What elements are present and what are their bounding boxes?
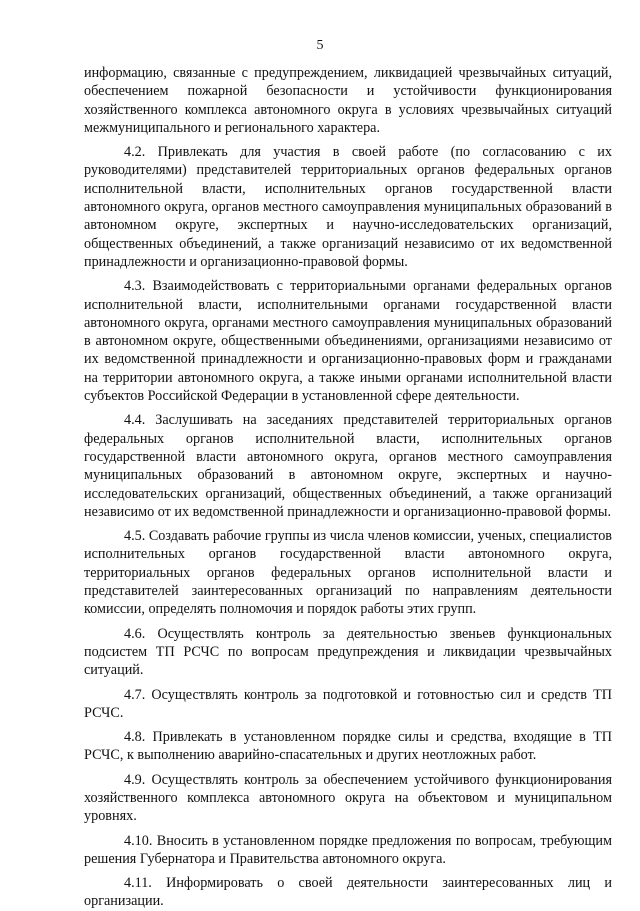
paragraph-4-7: 4.7. Осуществлять контроль за подготовкой и готовностью сил и средств ТП РСЧС.: [84, 686, 612, 721]
page-number: 5: [316, 38, 324, 53]
paragraph-4-11: 4.11. Информировать о своей деятельности заинтересованных лиц и организации.: [84, 875, 612, 910]
paragraph-4-3: 4.3. Взаимодействовать с территориальными органами федеральных органов исполнительной власти, исполнительными органами государственной власти автономного округа, органами местного самоуправления муниципальных образований в автономном округе, общественными объединениями, организациями независимо от их ведомственной принадлежности и организационно-правовых форм и гражданами на территории автономного округа, а также иными органами исполнительной власти субъектов Российской Федерации в установленной сфере деятельности.: [84, 278, 612, 405]
paragraph-4-6: 4.6. Осуществлять контроль за деятельностью звеньев функциональных подсистем ТП РСЧС по вопросам предупреждения и ликвидации чрезвычайных ситуаций.: [84, 625, 612, 679]
paragraph-4-5: 4.5. Создавать рабочие группы из числа членов комиссии, ученых, специалистов исполнительных органов государственной власти автономного округа, территориальных органов федеральных органов исполнительной власти и представителей заинтересованных организаций по направлениям деятельности комиссии, определять полномочия и порядок работы этих групп.: [84, 528, 612, 618]
paragraph-4-9: 4.9. Осуществлять контроль за обеспечением устойчивого функционирования хозяйственного комплекса автономного округа на объектовом и муниципальном уровнях.: [84, 771, 612, 825]
paragraph-4-8: 4.8. Привлекать в установленном порядке силы и средства, входящие в ТП РСЧС, к выполнению аварийно-спасательных и других неотложных работ.: [84, 729, 612, 764]
paragraph-4-10: 4.10. Вносить в установленном порядке предложения по вопросам, требующим решения Губернатора и Правительства автономного округа.: [84, 832, 612, 867]
paragraph-4-4: 4.4. Заслушивать на заседаниях представителей территориальных органов федеральных органов исполнительной власти, исполнительных органов государственной власти автономного округа, органов местного самоуправления муниципальных образований в автономном округе, экспертных и научно-исследовательских организаций, общественных объединений, а также организаций независимо от их ведомственной принадлежности и организационно-правовой формы.: [84, 412, 612, 520]
paragraph-continuation: информацию, связанные с предупреждением, ликвидацией чрезвычайных ситуаций, обеспечением пожарной безопасности и устойчивости функционирования хозяйственного комплекса автономного округа в условиях чрезвычайных ситуаций межмуниципального и регионального характера.: [84, 65, 612, 136]
paragraph-4-2: 4.2. Привлекать для участия в своей работе (по согласованию с их руководителями) представителей территориальных органов федеральных органов исполнительной власти, исполнительных органов государственной власти автономного округа, органов местного самоуправления муниципальных образований в автономном округе, экспертных и научно-исследовательских организаций, общественных объединений, а также организаций независимо от их ведомственной принадлежности и организационно-правовой формы.: [84, 144, 612, 270]
document-body: [84, 64, 612, 911]
